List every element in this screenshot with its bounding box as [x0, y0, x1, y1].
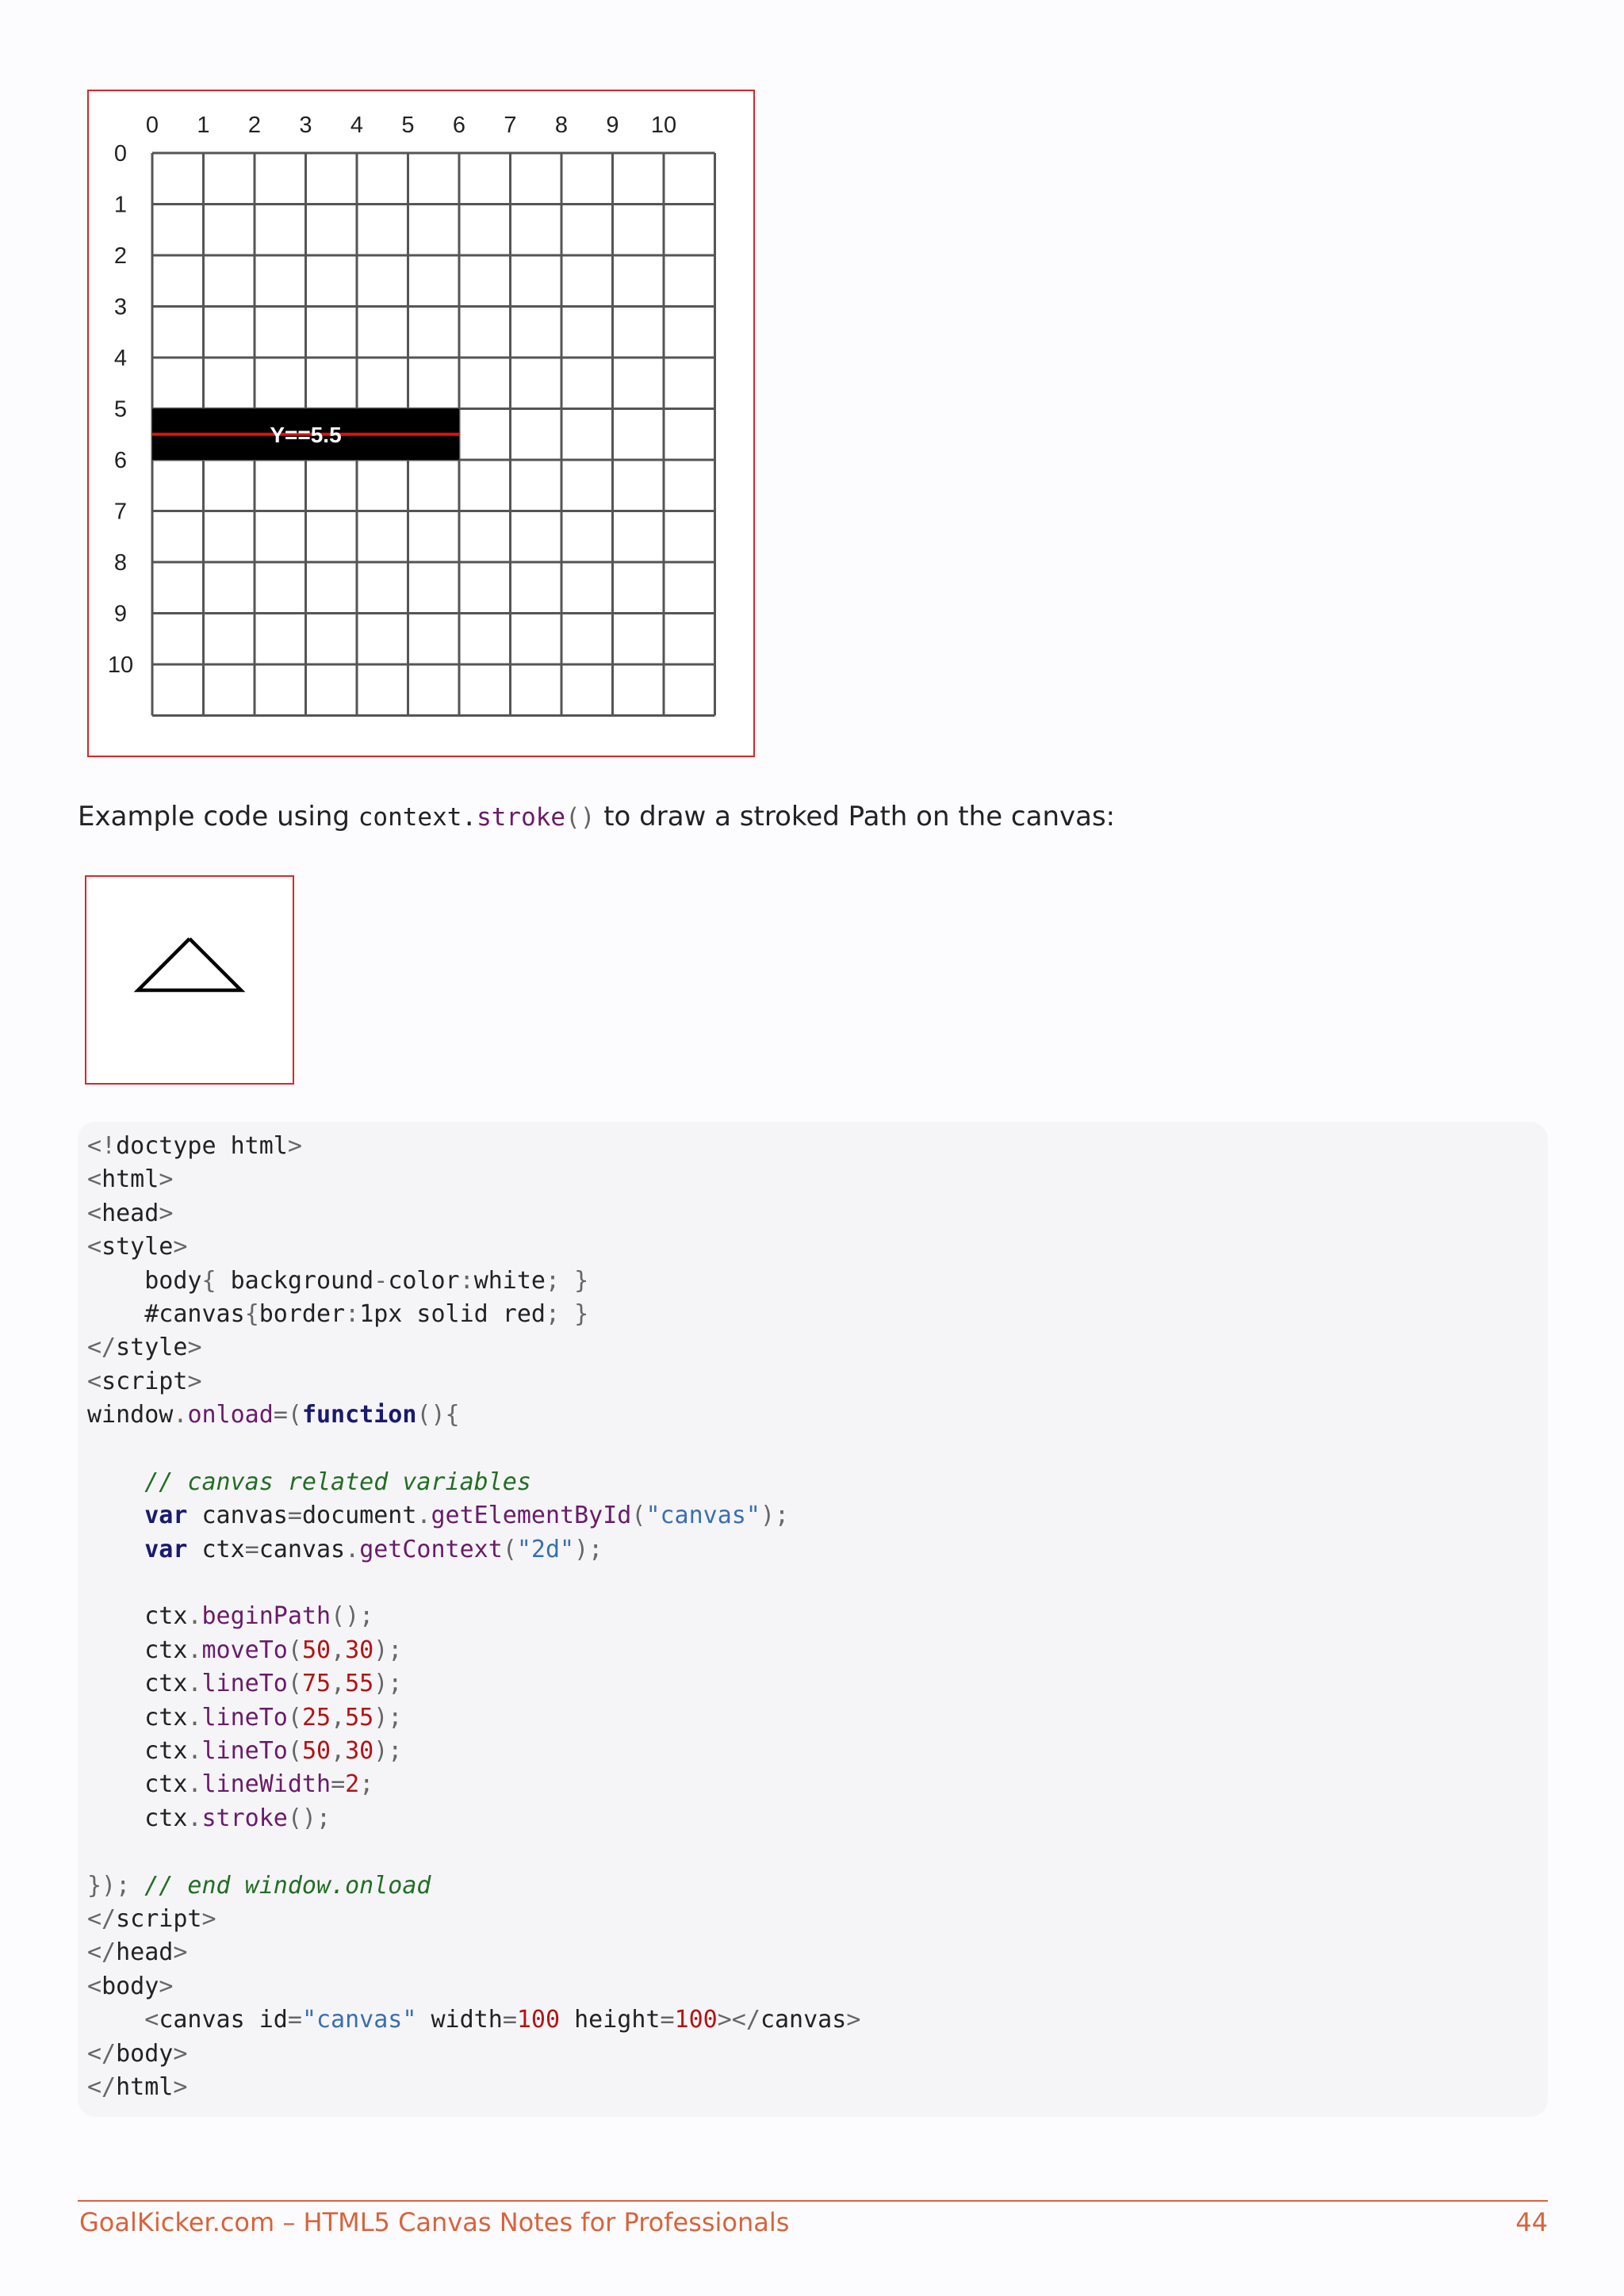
code-line — [87, 1835, 1548, 1869]
row-label: 5 — [113, 396, 128, 423]
code-line — [87, 1365, 1548, 1399]
code-text: ctx — [87, 1770, 188, 1799]
column-label: 0 — [145, 113, 159, 138]
code-text: width — [416, 2006, 503, 2034]
column-label: 3 — [299, 113, 312, 138]
code-identifier: moveTo — [201, 1636, 288, 1664]
code-punctuation: . — [187, 1804, 202, 1832]
code-text: background — [230, 1266, 374, 1295]
code-number: 30 — [345, 1737, 374, 1766]
code-punctuation: > — [159, 1972, 174, 2000]
code-punctuation: . — [173, 1401, 188, 1429]
code-line — [87, 1163, 1548, 1196]
row-label: 10 — [107, 652, 134, 678]
code-line — [87, 1903, 1548, 1936]
code-line — [87, 1768, 1548, 1801]
code-text: html — [102, 1165, 159, 1194]
column-label: 1 — [197, 113, 210, 138]
code-punctuation: { — [244, 1299, 259, 1328]
code-punctuation: ); — [373, 1737, 403, 1766]
code-text: height — [560, 2006, 661, 2034]
code-line — [87, 1130, 1548, 1163]
code-punctuation: ( — [287, 1703, 302, 1732]
code-identifier: lineTo — [201, 1703, 288, 1732]
code-punctuation: ></ — [717, 2006, 760, 2034]
grid-figure — [87, 90, 755, 757]
code-text — [87, 1502, 144, 1529]
code-punctuation: ); — [373, 1636, 403, 1664]
code-punctuation: ); — [373, 1670, 403, 1698]
code-line — [87, 1600, 1548, 1633]
code-punctuation: = — [287, 2006, 302, 2034]
row-label: 4 — [113, 346, 128, 371]
code-punctuation: = — [660, 2006, 675, 2034]
code-punctuation: =( — [273, 1401, 302, 1429]
code-punctuation: ); — [760, 1502, 790, 1530]
code-keyword: var — [144, 1535, 188, 1563]
code-punctuation: = — [502, 2006, 517, 2034]
code-punctuation: > — [173, 2072, 188, 2101]
inline-code-parens: () — [565, 803, 596, 832]
code-text: ctx — [87, 1602, 188, 1631]
row-label: 8 — [113, 550, 128, 576]
code-punctuation: . — [187, 1770, 202, 1799]
code-text: ctx — [87, 1703, 188, 1732]
code-punctuation: > — [201, 1904, 216, 1933]
code-line — [87, 1331, 1548, 1364]
code-punctuation: . — [345, 1535, 360, 1563]
code-line — [87, 1265, 1548, 1298]
code-line — [87, 1869, 1548, 1903]
code-number: 100 — [516, 2006, 561, 2034]
code-punctuation: > — [173, 1938, 188, 1967]
code-number: 25 — [301, 1703, 331, 1732]
row-label: 2 — [113, 243, 128, 269]
code-string: "canvas" — [645, 1502, 760, 1530]
code-string: "2d" — [516, 1535, 575, 1563]
code-text: canvas — [760, 2006, 847, 2034]
inline-code-function: stroke — [477, 803, 566, 832]
code-line — [87, 1701, 1548, 1735]
column-label: 2 — [247, 113, 262, 138]
code-text: body — [87, 1266, 202, 1295]
code-text: canvas — [187, 1502, 288, 1530]
row-label: 6 — [113, 448, 128, 473]
code-punctuation: > — [159, 1165, 174, 1194]
code-keyword: var — [144, 1502, 188, 1530]
code-punctuation: . — [416, 1502, 431, 1530]
code-punctuation: . — [187, 1636, 202, 1664]
code-punctuation: > — [187, 1334, 202, 1362]
code-text: style — [102, 1233, 174, 1261]
code-number: 2 — [345, 1770, 360, 1799]
row-label: 0 — [113, 141, 128, 166]
code-punctuation: , — [331, 1703, 346, 1732]
code-text: doctype html — [116, 1132, 288, 1160]
column-label: 7 — [504, 113, 517, 138]
code-punctuation: < — [87, 1199, 102, 1227]
code-punctuation: </ — [87, 1938, 117, 1967]
code-punctuation: ( — [287, 1636, 302, 1664]
code-punctuation: ( — [287, 1737, 302, 1766]
code-text: ctx — [87, 1636, 188, 1664]
code-punctuation: > — [287, 1132, 302, 1160]
code-text — [87, 1536, 144, 1563]
row-label: 3 — [113, 294, 128, 320]
code-number: 100 — [674, 2006, 718, 2034]
code-punctuation: , — [331, 1636, 346, 1664]
column-label: 10 — [650, 113, 677, 138]
code-text: ctx — [187, 1535, 245, 1563]
code-text: body — [116, 2039, 174, 2068]
code-punctuation: < — [144, 2006, 159, 2034]
code-identifier: lineTo — [201, 1737, 288, 1766]
code-punctuation: : — [345, 1299, 360, 1328]
code-identifier: beginPath — [201, 1602, 331, 1631]
code-punctuation: ; — [359, 1770, 374, 1799]
code-punctuation: <! — [87, 1132, 117, 1160]
code-punctuation: = — [331, 1770, 346, 1799]
code-number: 55 — [345, 1670, 374, 1698]
code-text: head — [116, 1938, 174, 1967]
code-punctuation: . — [187, 1737, 202, 1766]
code-punctuation: (); — [287, 1804, 331, 1832]
triangle-figure — [85, 875, 294, 1085]
code-line — [87, 1298, 1548, 1331]
code-text: canvas — [259, 1535, 346, 1563]
code-line — [87, 1533, 1548, 1567]
code-identifier: getElementById — [431, 1502, 632, 1530]
code-text: white — [473, 1266, 546, 1295]
code-text: ctx — [87, 1670, 188, 1698]
code-punctuation: ( — [631, 1502, 646, 1530]
code-text: canvas id — [159, 2006, 288, 2034]
code-text: border — [259, 1299, 346, 1328]
code-text: head — [102, 1199, 159, 1227]
code-identifier: onload — [187, 1401, 274, 1429]
code-punctuation: . — [187, 1703, 202, 1732]
code-number: 75 — [301, 1670, 331, 1698]
code-line — [87, 1466, 1548, 1499]
code-text: 1px solid red — [359, 1299, 546, 1328]
code-text: body — [102, 1972, 159, 2000]
code-line — [87, 1802, 1548, 1835]
code-string: "canvas" — [301, 2006, 417, 2034]
row-label: 9 — [113, 601, 128, 627]
row-label: 7 — [113, 499, 128, 525]
code-punctuation: </ — [87, 1904, 117, 1933]
code-identifier: lineWidth — [201, 1770, 331, 1799]
inline-code-object: context. — [358, 803, 477, 832]
code-text: script — [116, 1904, 202, 1933]
code-block — [78, 1122, 1548, 2117]
code-text: ctx — [87, 1804, 188, 1832]
code-punctuation: < — [87, 1367, 102, 1395]
code-number: 50 — [301, 1737, 331, 1766]
code-number: 30 — [345, 1636, 374, 1664]
code-line — [87, 1735, 1548, 1768]
code-punctuation: . — [187, 1670, 202, 1698]
code-line — [87, 1567, 1548, 1600]
code-line — [87, 1667, 1548, 1701]
code-punctuation: </ — [87, 2072, 117, 2101]
code-punctuation: ); — [574, 1535, 603, 1563]
code-line — [87, 2038, 1548, 2071]
highlight-label: Y==5.5 — [270, 422, 342, 447]
row-label: 1 — [113, 192, 128, 218]
code-keyword: function — [301, 1401, 417, 1429]
footer-divider — [78, 2200, 1548, 2202]
code-number: 50 — [301, 1636, 331, 1664]
code-line — [87, 1970, 1548, 2003]
code-punctuation: : — [459, 1266, 474, 1295]
column-label: 6 — [452, 113, 466, 138]
footer-title: GoalKicker.com – HTML5 Canvas Notes for Professionals — [79, 2207, 790, 2237]
code-punctuation: (); — [331, 1602, 374, 1631]
code-punctuation: < — [87, 1233, 102, 1261]
code-punctuation: > — [173, 1233, 188, 1261]
code-comment: // end window.onload — [144, 1871, 431, 1900]
code-punctuation: { — [201, 1266, 231, 1295]
code-text: document — [301, 1502, 417, 1530]
column-label: 9 — [606, 113, 619, 138]
code-punctuation: < — [87, 1972, 102, 2000]
code-punctuation: </ — [87, 2039, 117, 2068]
code-punctuation: }); — [87, 1871, 145, 1900]
code-punctuation: (){ — [416, 1401, 460, 1429]
intro-paragraph — [78, 797, 1545, 837]
code-text: #canvas — [87, 1299, 245, 1328]
inline-code — [358, 803, 596, 832]
triangle-svg — [86, 877, 293, 1083]
code-punctuation: ; } — [546, 1299, 589, 1328]
code-punctuation: > — [173, 2039, 188, 2068]
code-text: window — [87, 1401, 174, 1429]
code-line — [87, 1197, 1548, 1230]
code-comment: // canvas related variables — [144, 1468, 531, 1496]
code-punctuation: > — [846, 2006, 861, 2034]
code-punctuation: , — [331, 1737, 346, 1766]
code-text: ctx — [87, 1737, 188, 1766]
code-text — [87, 1468, 144, 1496]
code-line — [87, 2003, 1548, 2037]
code-text: color — [388, 1266, 460, 1295]
code-punctuation: , — [331, 1670, 346, 1698]
code-line — [87, 1230, 1548, 1264]
code-line — [87, 1433, 1548, 1466]
code-text: script — [102, 1367, 188, 1395]
code-line — [87, 1499, 1548, 1533]
code-line — [87, 1936, 1548, 1969]
code-number: 55 — [345, 1703, 374, 1732]
code-punctuation: > — [159, 1199, 174, 1227]
code-punctuation: - — [373, 1266, 389, 1295]
code-line — [87, 1399, 1548, 1432]
code-identifier: lineTo — [201, 1670, 288, 1698]
code-punctuation: ( — [287, 1670, 302, 1698]
column-label: 8 — [554, 113, 569, 138]
code-punctuation: ; } — [546, 1266, 589, 1295]
code-text: html — [116, 2072, 174, 2101]
code-punctuation: </ — [87, 1334, 117, 1362]
code-punctuation: ); — [373, 1703, 403, 1732]
code-identifier: getContext — [359, 1535, 503, 1563]
code-punctuation: . — [187, 1602, 202, 1631]
intro-text-after: to draw a stroked Path on the canvas: — [595, 801, 1116, 832]
code-listing — [87, 1130, 1548, 2104]
intro-text-before: Example code using — [78, 801, 358, 832]
code-punctuation: > — [187, 1367, 202, 1395]
code-text — [87, 2006, 144, 2034]
code-punctuation: ( — [502, 1535, 517, 1563]
code-punctuation: = — [287, 1502, 302, 1530]
code-punctuation: = — [244, 1535, 259, 1563]
code-punctuation: < — [87, 1165, 102, 1194]
code-line — [87, 1634, 1548, 1667]
code-text: style — [116, 1334, 188, 1362]
code-line — [87, 2071, 1548, 2104]
triangle-path — [138, 939, 241, 990]
column-label: 5 — [401, 113, 415, 138]
code-identifier: stroke — [201, 1804, 288, 1832]
page-number: 44 — [1515, 2207, 1548, 2237]
column-label: 4 — [350, 113, 364, 138]
grid-svg — [89, 91, 753, 756]
